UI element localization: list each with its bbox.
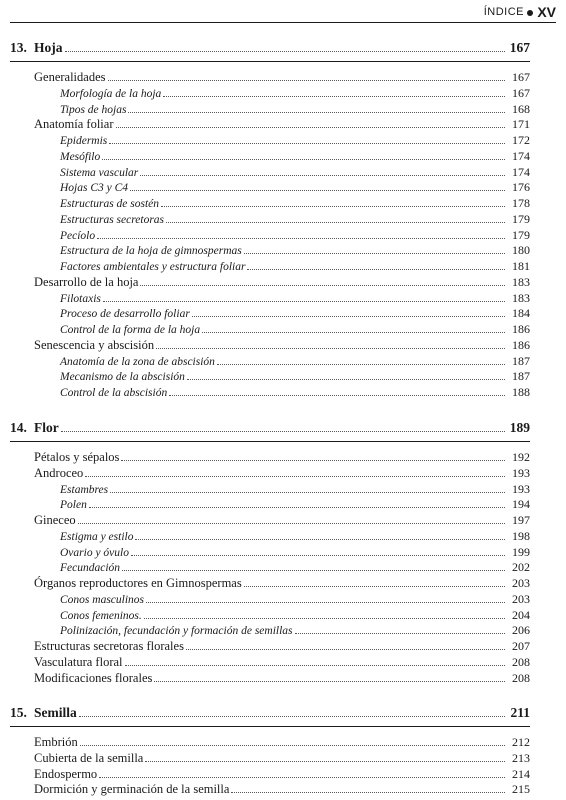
toc-section: [34, 466, 530, 481]
toc-section: [34, 275, 530, 290]
dot-leader: [97, 238, 505, 239]
entry-title: Factores ambientales y estructura foliar: [60, 261, 246, 273]
entry-title: Desarrollo de la hoja: [34, 274, 139, 289]
entry-page: 197: [512, 513, 530, 527]
entry-title: Pétalos y sépalos: [34, 450, 120, 464]
dot-leader: [125, 665, 505, 666]
entry-title: Estructuras secretoras: [60, 213, 165, 226]
toc-section: [34, 782, 530, 797]
toc-subsection: [60, 369, 530, 384]
chapter-number: 15.: [10, 705, 27, 720]
entry-title: Mecanismo de la abscisión: [60, 371, 185, 384]
entry-page: 180: [512, 243, 530, 258]
entry-page: 186: [512, 337, 530, 352]
chapter-heading: [10, 705, 530, 721]
toc-subsection: [60, 212, 530, 227]
toc-subsection: [60, 149, 530, 164]
dot-leader: [145, 761, 505, 762]
toc-subsection: [60, 322, 530, 337]
entry-page: 176: [512, 180, 530, 195]
dot-leader: [130, 190, 505, 191]
entry-title: Morfología de la hoja: [60, 87, 162, 100]
toc-subsection: [60, 545, 530, 560]
page-header: [0, 0, 566, 24]
dot-leader: [65, 51, 506, 52]
dot-leader: [61, 431, 505, 432]
entry-title: Polen: [60, 499, 87, 512]
toc-subsection: [60, 592, 530, 607]
chapter-rule: [10, 441, 530, 442]
chapter-page: 189: [509, 420, 530, 435]
toc-section: [34, 751, 530, 766]
toc-subsection: [60, 529, 530, 544]
entry-page: 194: [512, 497, 530, 512]
entry-page: 184: [512, 306, 530, 321]
toc-subsection: [60, 623, 530, 638]
entry-page: 186: [512, 322, 530, 336]
toc-section: [34, 639, 530, 654]
dot-leader: [244, 586, 505, 587]
chapter-number: 13.: [10, 40, 27, 55]
dot-leader: [166, 222, 505, 223]
entry-title: Mesófilo: [60, 150, 101, 163]
entry-title: Control de la abscisión: [60, 387, 168, 399]
entry-title: Hojas C3 y C4: [60, 182, 129, 195]
toc-subsection: [60, 165, 530, 180]
toc-section: [34, 671, 530, 686]
entry-page: 178: [512, 196, 530, 210]
entry-page: 206: [512, 623, 530, 638]
entry-title: Órganos reproductores en Gimnospermas: [34, 576, 242, 590]
entry-page: 172: [512, 133, 530, 147]
chapter-title: Hoja: [34, 40, 63, 55]
entry-title: Anatomía de la zona de abscisión: [60, 355, 215, 368]
bullet-icon: [527, 10, 533, 16]
entry-page: 202: [512, 560, 530, 575]
entry-page: 187: [512, 353, 530, 368]
dot-leader: [169, 395, 505, 396]
entry-page: 203: [512, 591, 530, 606]
dot-leader: [89, 507, 505, 508]
toc-subsection: [60, 497, 530, 512]
entry-title: Dormición y germinación de la semilla: [34, 782, 230, 797]
entry-page: 167: [512, 70, 530, 84]
entry-page: 203: [512, 576, 530, 590]
entry-page: 204: [512, 607, 530, 622]
dot-leader: [144, 618, 505, 619]
entry-page: 198: [512, 528, 530, 543]
header-rule: [10, 22, 556, 23]
entry-page: 215: [512, 782, 530, 797]
entry-title: Gineceo: [34, 513, 76, 527]
dot-leader: [231, 792, 505, 793]
entry-title: Androceo: [34, 465, 84, 480]
dot-leader: [108, 80, 506, 81]
toc-subsection: [60, 560, 530, 575]
dot-leader: [110, 492, 505, 493]
entry-page: 187: [512, 369, 530, 384]
entry-page: 199: [512, 544, 530, 559]
entry-page: 167: [512, 85, 530, 100]
dot-leader: [163, 96, 505, 97]
entry-title: Estructuras de sostén: [60, 198, 160, 210]
dot-leader: [109, 143, 505, 144]
dot-leader: [116, 127, 506, 128]
entry-page: 181: [512, 259, 530, 273]
entry-title: Anatomía foliar: [34, 117, 114, 132]
header-page-number: XV: [537, 4, 556, 20]
chapter-heading: [10, 420, 530, 436]
dot-leader: [103, 301, 505, 302]
header-title: ÍNDICE: [483, 6, 524, 18]
dot-leader: [85, 476, 505, 477]
entry-page: 192: [512, 450, 530, 464]
dot-leader: [217, 364, 505, 365]
toc-section: [34, 513, 530, 528]
chapter-rule: [10, 61, 530, 62]
entry-page: 208: [512, 670, 530, 685]
entry-title: Estructuras secretoras florales: [34, 639, 184, 653]
entry-title: Ovario y óvulo: [60, 546, 129, 559]
toc-section: [34, 338, 530, 353]
entry-title: Polinización, fecundación y formación de semillas: [60, 625, 293, 638]
entry-page: 183: [512, 290, 530, 305]
chapter-page: 167: [509, 40, 530, 55]
dot-leader: [295, 633, 505, 634]
dot-leader: [80, 745, 505, 746]
dot-leader: [140, 285, 505, 286]
dot-leader: [128, 112, 505, 113]
dot-leader: [99, 777, 505, 778]
toc-subsection: [60, 228, 530, 243]
dot-leader: [156, 348, 505, 349]
toc-section: [34, 70, 530, 85]
dot-leader: [154, 681, 505, 682]
entry-title: Estigma y estilo: [60, 530, 134, 543]
entry-page: 188: [512, 385, 530, 399]
toc-subsection: [60, 306, 530, 321]
entry-title: Epidermis: [60, 135, 108, 147]
entry-title: Filotaxis: [60, 292, 101, 305]
entry-title: Senescencia y abscisión: [34, 337, 155, 352]
chapter-number: 14.: [10, 420, 27, 435]
toc-subsection: [60, 102, 530, 117]
entry-page: 168: [512, 101, 530, 116]
toc-subsection: [60, 133, 530, 148]
entry-title: Control de la forma de la hoja: [60, 324, 201, 336]
dot-leader: [135, 539, 505, 540]
chapter-rule: [10, 726, 530, 727]
entry-page: 212: [512, 735, 530, 749]
dot-leader: [122, 570, 505, 571]
chapter-page: 211: [510, 705, 530, 720]
entry-title: Pecíolo: [60, 229, 96, 242]
entry-page: 208: [512, 654, 530, 669]
toc-subsection: [60, 482, 530, 497]
chapter-title: Flor: [34, 420, 59, 435]
chapter-heading: [10, 40, 530, 56]
entry-title: Proceso de desarrollo foliar: [60, 308, 190, 321]
dot-leader: [202, 332, 505, 333]
toc-subsection: [60, 86, 530, 101]
toc-subsection: [60, 243, 530, 258]
dot-leader: [161, 206, 505, 207]
entry-title: Conos femeninos.: [60, 609, 142, 622]
entry-page: 171: [512, 117, 530, 132]
entry-title: Cubierta de la semilla: [34, 750, 144, 765]
dot-leader: [244, 253, 505, 254]
toc-section: [34, 450, 530, 465]
entry-page: 207: [512, 639, 530, 653]
toc-subsection: [60, 196, 530, 211]
toc-subsection: [60, 385, 530, 400]
dot-leader: [102, 159, 505, 160]
dot-leader: [146, 602, 505, 603]
dot-leader: [186, 649, 505, 650]
dot-leader: [79, 716, 505, 717]
toc-section: [34, 735, 530, 750]
entry-title: Modificaciones florales: [34, 670, 153, 685]
entry-title: Tipos de hojas: [60, 103, 127, 116]
entry-title: Generalidades: [34, 70, 106, 84]
entry-page: 174: [512, 148, 530, 163]
entry-page: 174: [512, 164, 530, 179]
dot-leader: [140, 175, 505, 176]
dot-leader: [187, 379, 505, 380]
entry-title: Embrión: [34, 735, 78, 749]
dot-leader: [121, 460, 505, 461]
dot-leader: [131, 555, 505, 556]
toc-subsection: [60, 259, 530, 274]
toc-section: [34, 576, 530, 591]
toc-section: [34, 117, 530, 132]
toc-subsection: [60, 180, 530, 195]
entry-title: Endospermo: [34, 766, 98, 781]
entry-title: Conos masculinos: [60, 593, 145, 606]
toc-subsection: [60, 354, 530, 369]
entry-page: 179: [512, 227, 530, 242]
entry-title: Vasculatura floral: [34, 654, 123, 669]
toc-subsection: [60, 608, 530, 623]
entry-page: 183: [512, 274, 530, 289]
entry-page: 193: [512, 465, 530, 480]
entry-title: Sistema vascular: [60, 166, 139, 179]
dot-leader: [78, 523, 505, 524]
entry-title: Estructura de la hoja de gimnospermas: [60, 245, 242, 258]
entry-title: Estambres: [60, 483, 109, 496]
toc-subsection: [60, 291, 530, 306]
dot-leader: [192, 316, 505, 317]
dot-leader: [247, 269, 505, 270]
toc-section: [34, 767, 530, 782]
toc-section: [34, 655, 530, 670]
chapter-title: Semilla: [34, 705, 77, 720]
entry-page: 213: [512, 750, 530, 765]
entry-page: 193: [512, 481, 530, 496]
entry-page: 214: [512, 766, 530, 781]
entry-page: 179: [512, 211, 530, 226]
entry-title: Fecundación: [60, 562, 121, 575]
